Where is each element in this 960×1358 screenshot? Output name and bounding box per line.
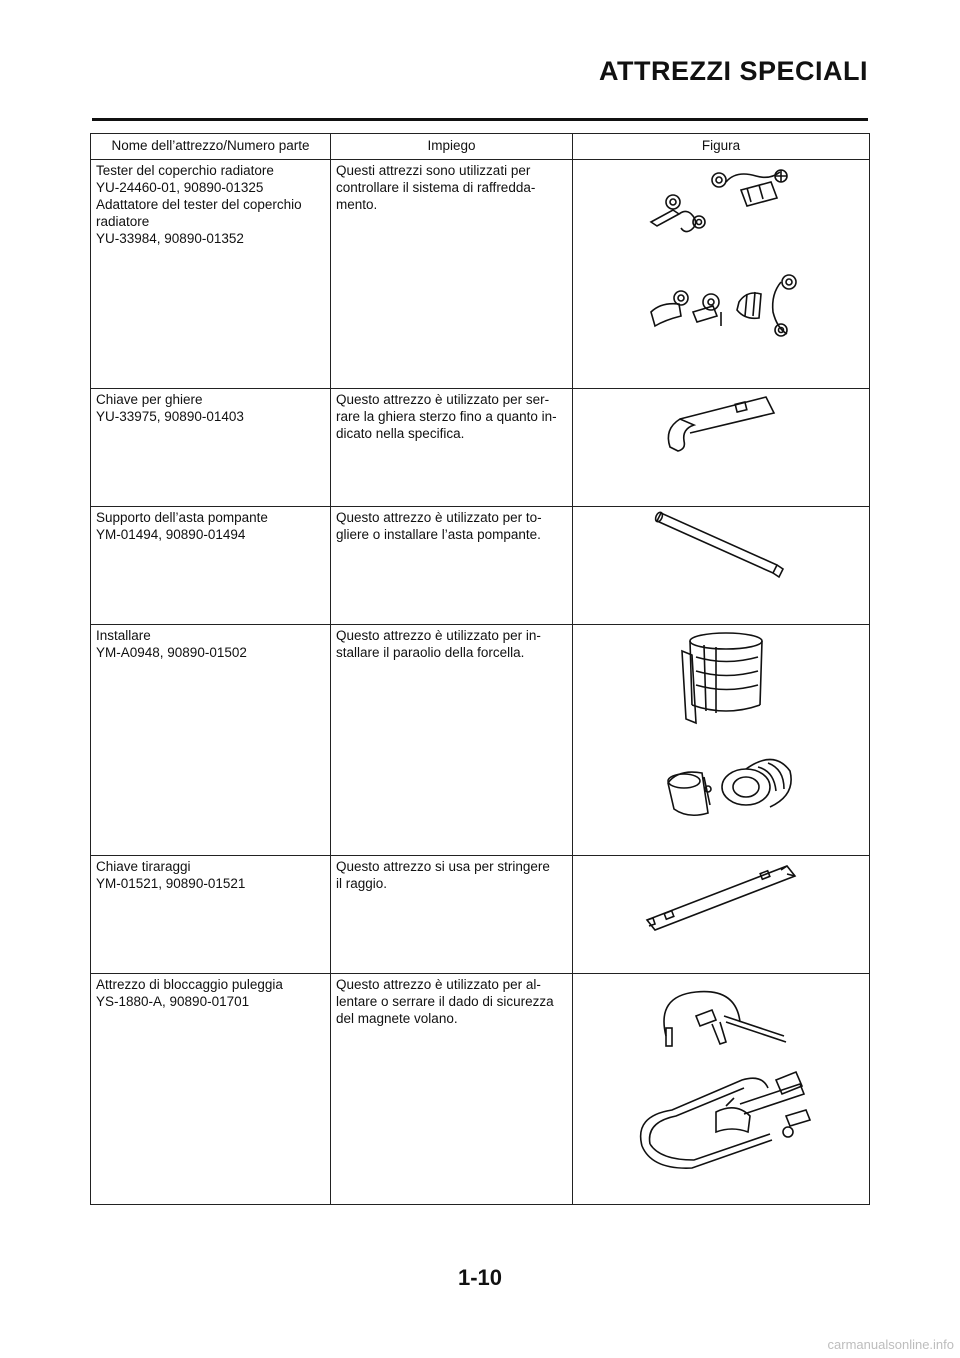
tool-usage-cell xyxy=(331,389,573,507)
tool-part-number: YM-01494, 90890-01494 xyxy=(96,527,246,542)
header-tool-name: Nome dell’attrezzo/Numero parte xyxy=(91,134,331,160)
tool-usage-line: Questo attrezzo è utilizzato per al- xyxy=(336,977,541,992)
tool-usage-cell xyxy=(331,507,573,625)
radiator-cap-tester-illustration xyxy=(631,162,811,352)
tool-usage-cell xyxy=(331,974,573,1205)
tool-usage-line: rare la ghiera sterzo fino a quanto in- xyxy=(336,409,557,424)
tool-name-line: Chiave tiraraggi xyxy=(96,859,191,874)
table-row xyxy=(91,625,870,856)
tool-name-cell xyxy=(91,160,331,389)
tool-usage-line: Questo attrezzo è utilizzato per to- xyxy=(336,510,542,525)
tool-name-cell xyxy=(91,625,331,856)
header-figure: Figura xyxy=(573,134,870,160)
table-row xyxy=(91,856,870,974)
tool-part-number: YU-24460-01, 90890-01325 xyxy=(96,180,264,195)
page-title: ATTREZZI SPECIALI xyxy=(599,56,868,86)
tool-name-cell xyxy=(91,974,331,1205)
watermark-text: carmanualsonline.info xyxy=(827,1337,954,1352)
tool-figure-cell xyxy=(573,974,870,1205)
tool-usage-cell xyxy=(331,856,573,974)
tool-figure-cell xyxy=(573,507,870,625)
tool-part-number: YS-1880-A, 90890-01701 xyxy=(96,994,250,1009)
tool-usage-line: controllare il sistema di raffredda- xyxy=(336,180,536,195)
tool-figure-cell xyxy=(573,856,870,974)
tool-name-line: Installare xyxy=(96,628,151,643)
table-row xyxy=(91,507,870,625)
tool-name-cell xyxy=(91,507,331,625)
tool-usage-cell xyxy=(331,625,573,856)
tool-name-line: radiatore xyxy=(96,214,150,229)
tool-usage-line: Questo attrezzo si usa per stringere xyxy=(336,859,550,874)
tool-usage-line: dicato nella specifica. xyxy=(336,426,465,441)
damper-rod-holder-illustration xyxy=(651,509,791,589)
tool-name-line: Tester del coperchio radiatore xyxy=(96,163,274,178)
tool-usage-cell xyxy=(331,160,573,389)
table-row xyxy=(91,160,870,389)
ring-nut-wrench-illustration xyxy=(656,391,786,461)
tool-part-number: YU-33975, 90890-01403 xyxy=(96,409,244,424)
tool-name-line: Adattatore del tester del coperchio xyxy=(96,197,302,212)
tool-figure-cell xyxy=(573,160,870,389)
tool-figure-cell xyxy=(573,625,870,856)
tool-usage-line: mento. xyxy=(336,197,378,212)
page-number: 1-10 xyxy=(457,1265,503,1290)
tool-usage-line: lentare o serrare il dado di sicurezza xyxy=(336,994,554,1009)
tool-usage-line: Questi attrezzi sono utilizzati per xyxy=(336,163,531,178)
table-row xyxy=(91,389,870,507)
special-tools-table xyxy=(90,133,870,1205)
tool-figure-cell xyxy=(573,389,870,507)
tool-part-number: YU-33984, 90890-01352 xyxy=(96,231,244,246)
title-rule xyxy=(92,118,868,121)
tool-name-cell xyxy=(91,389,331,507)
tool-name-line: Chiave per ghiere xyxy=(96,392,203,407)
sheave-holder-illustration xyxy=(626,976,816,1186)
tool-name-line: Attrezzo di bloccaggio puleggia xyxy=(96,977,283,992)
header-usage: Impiego xyxy=(331,134,573,160)
tool-usage-line: stallare il paraolio della forcella. xyxy=(336,645,525,660)
spoke-wrench-illustration xyxy=(641,858,801,938)
tool-usage-line: del magnete volano. xyxy=(336,1011,458,1026)
tool-part-number: YM-A0948, 90890-01502 xyxy=(96,645,247,660)
tool-part-number: YM-01521, 90890-01521 xyxy=(96,876,246,891)
tool-usage-line: Questo attrezzo è utilizzato per ser- xyxy=(336,392,550,407)
tool-usage-line: il raggio. xyxy=(336,876,388,891)
table-header-row xyxy=(91,134,870,160)
fork-seal-installer-illustration xyxy=(646,627,796,837)
tool-name-line: Supporto dell’asta pompante xyxy=(96,510,268,525)
tool-usage-line: Questo attrezzo è utilizzato per in- xyxy=(336,628,541,643)
tool-usage-line: gliere o installare l’asta pompante. xyxy=(336,527,541,542)
table-row xyxy=(91,974,870,1205)
tool-name-cell xyxy=(91,856,331,974)
